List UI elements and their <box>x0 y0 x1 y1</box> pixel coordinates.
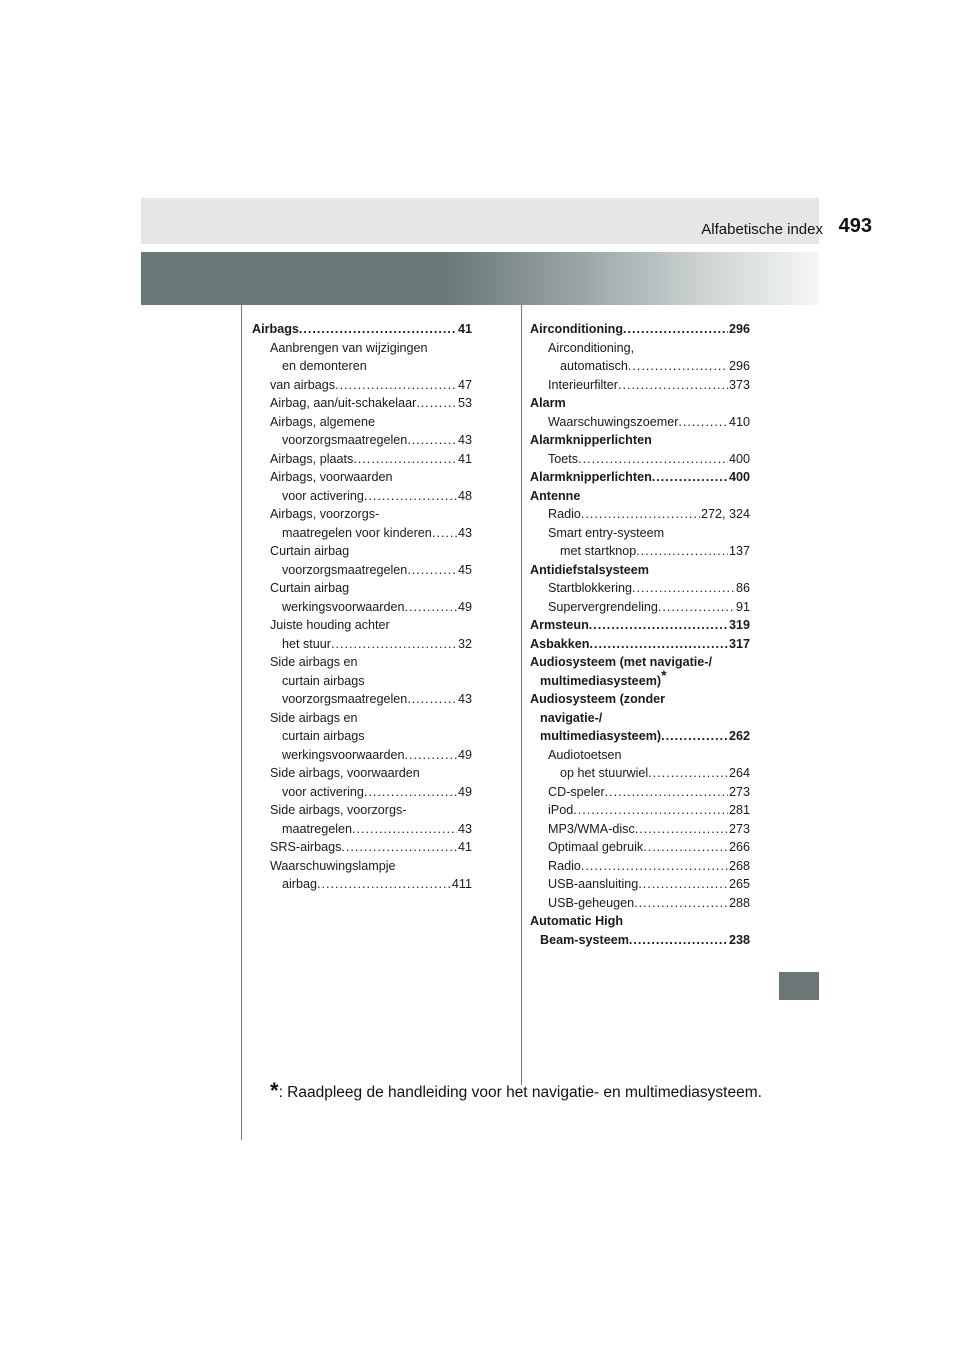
index-entry <box>252 394 472 413</box>
index-entry <box>530 783 750 802</box>
index-entry <box>530 413 750 432</box>
index-entry <box>530 875 750 894</box>
index-entry <box>530 542 750 561</box>
index-entry-term: Curtain airbag <box>270 581 350 595</box>
index-entry <box>530 727 750 746</box>
index-entry-term: maatregelen voor kinderen <box>282 525 432 540</box>
index-entry <box>530 450 750 469</box>
dot-leader <box>658 598 735 617</box>
index-entry <box>252 690 472 709</box>
index-entry-term: Audiosysteem (met navigatie-/ <box>530 655 712 669</box>
index-entry <box>252 598 472 617</box>
index-entry-page: 41 <box>457 840 472 854</box>
index-entry <box>252 746 472 765</box>
index-entry-page: 48 <box>457 488 472 503</box>
index-entry-page: 32 <box>457 636 472 651</box>
dot-leader <box>618 376 728 395</box>
dot-leader <box>416 394 457 413</box>
index-entry-term: Audiotoetsen <box>548 747 622 762</box>
dot-leader <box>405 598 457 617</box>
section-tab-marker <box>779 972 819 1000</box>
index-entry-page: 45 <box>457 562 472 577</box>
dot-leader <box>590 635 728 654</box>
index-entry <box>252 635 472 654</box>
index-entry <box>530 746 750 765</box>
page-title: Alfabetische index <box>701 221 823 238</box>
dot-leader <box>678 413 728 432</box>
dot-leader <box>335 376 457 395</box>
index-entry-page: 137 <box>728 544 750 558</box>
index-entry <box>530 894 750 913</box>
index-entry <box>252 339 472 358</box>
index-entry-page: 410 <box>728 414 750 429</box>
index-entry <box>252 616 472 635</box>
column-rule-middle <box>521 305 522 1085</box>
dot-leader <box>581 857 728 876</box>
index-entry-term: voorzorgsmaatregelen <box>282 433 408 447</box>
index-entry-term: Antenne <box>530 488 581 503</box>
footnote-marker: * <box>270 1078 279 1103</box>
index-entry <box>530 339 750 358</box>
footnote <box>270 1078 762 1103</box>
index-entry-term: USB-aansluiting <box>548 877 639 891</box>
index-entry-term: Waarschuwingslampje <box>270 858 396 873</box>
index-entry-term: het stuur <box>282 636 332 651</box>
dot-leader <box>661 727 728 746</box>
dot-leader <box>407 561 457 580</box>
index-entry-page: 43 <box>457 525 472 540</box>
index-entry <box>530 666 750 691</box>
dot-leader <box>638 875 728 894</box>
dot-leader <box>605 783 728 802</box>
index-entry-term: Airbags, algemene <box>270 414 376 429</box>
index-entry <box>530 394 750 413</box>
index-entry <box>530 468 750 487</box>
index-entry-term: Automatic High <box>530 914 624 928</box>
index-entry-page: 238 <box>728 932 750 947</box>
index-entry-page: 49 <box>457 784 472 799</box>
index-entry <box>252 579 472 598</box>
index-entry-page: 91 <box>735 599 750 614</box>
index-entry-term: voor activering <box>282 784 364 799</box>
index-entry-term: curtain airbags <box>282 729 365 743</box>
index-column-right <box>530 320 750 949</box>
index-entry-term: Radio <box>548 507 581 521</box>
index-entry <box>530 801 750 820</box>
dot-leader <box>636 542 728 561</box>
index-entry-term: Supervergrendeling <box>548 599 658 614</box>
index-entry-term: Airconditioning <box>530 322 624 336</box>
index-entry <box>530 524 750 543</box>
index-entry-term: Alarm <box>530 396 566 410</box>
index-entry-term: SRS-airbags <box>270 840 342 854</box>
index-entry <box>252 376 472 395</box>
index-entry-term: Airbag, aan/uit-schakelaar <box>270 396 417 410</box>
index-entry-page: 317 <box>728 636 750 651</box>
index-entry <box>530 820 750 839</box>
index-entry-term: op het stuurwiel <box>560 766 649 780</box>
index-entry-term: CD-speler <box>548 784 605 799</box>
index-entry-page: 272, 324 <box>700 507 750 521</box>
index-entry-term: Startblokkering <box>548 581 632 595</box>
index-entry-page: 273 <box>728 821 750 836</box>
index-entry-term: Interieurfilter <box>548 377 618 392</box>
index-entry <box>530 579 750 598</box>
index-entry-term: Asbakken <box>530 636 590 651</box>
index-entry-page: 268 <box>728 858 750 873</box>
page-number: 493 <box>838 215 872 237</box>
index-entry-term: voorzorgsmaatregelen <box>282 692 408 706</box>
index-entry-page: 43 <box>457 821 472 836</box>
index-entry-page: 373 <box>728 377 750 392</box>
index-entry-term: en demonteren <box>282 359 367 373</box>
index-entry <box>530 598 750 617</box>
index-entry-term: Airconditioning, <box>548 340 635 355</box>
index-entry <box>252 838 472 857</box>
index-entry-page: 281 <box>728 803 750 817</box>
index-entry <box>530 376 750 395</box>
index-entry-term: navigatie-/ <box>540 710 603 725</box>
index-entry-term: maatregelen <box>282 821 353 836</box>
index-entry-term: Airbags, voorwaarden <box>270 470 393 484</box>
dot-leader <box>352 820 457 839</box>
index-entry-term: Airbags, voorzorgs- <box>270 507 380 521</box>
dot-leader <box>405 746 457 765</box>
index-entry-term: Side airbags en <box>270 655 358 669</box>
dot-leader <box>589 616 728 635</box>
index-entry <box>530 487 750 506</box>
index-entry <box>252 561 472 580</box>
index-entry <box>530 320 750 339</box>
index-entry <box>252 672 472 691</box>
index-entry <box>530 561 750 580</box>
index-entry-term: Smart entry-systeem <box>548 525 665 540</box>
index-entry-term: Armsteun <box>530 618 589 632</box>
index-entry <box>252 320 472 339</box>
index-entry <box>530 857 750 876</box>
index-entry <box>530 838 750 857</box>
index-entry-term: curtain airbags <box>282 673 365 688</box>
index-entry-term: iPod <box>548 803 574 817</box>
index-entry-page: 262 <box>728 729 750 743</box>
index-entry-page: 53 <box>457 396 472 410</box>
index-entry <box>252 857 472 876</box>
index-entry <box>530 505 750 524</box>
dot-leader <box>299 320 457 339</box>
index-entry <box>252 450 472 469</box>
dot-leader <box>635 820 728 839</box>
index-entry-term: Airbags <box>252 322 299 336</box>
section-band <box>141 252 819 305</box>
dot-leader <box>578 450 728 469</box>
index-column-left <box>252 320 472 894</box>
index-entry-term: Side airbags, voorzorgs- <box>270 803 407 817</box>
index-entry-term: multimediasysteem) <box>540 673 662 688</box>
footnote-text: : Raadpleeg de handleiding voor het navigatie- en multimediasysteem. <box>278 1084 762 1101</box>
index-entry <box>252 764 472 783</box>
index-entry-page: 41 <box>457 322 472 336</box>
index-entry <box>252 487 472 506</box>
index-entry-page: 264 <box>728 766 750 780</box>
index-entry-page: 296 <box>728 359 750 373</box>
dot-leader <box>629 931 728 950</box>
dot-leader <box>581 505 700 524</box>
index-entry-term: MP3/WMA-disc <box>548 821 635 836</box>
dot-leader <box>432 524 457 543</box>
index-entry <box>252 820 472 839</box>
index-entry-page: 41 <box>457 451 472 466</box>
index-entry <box>252 542 472 561</box>
index-entry <box>530 931 750 950</box>
index-entry <box>530 635 750 654</box>
index-entry-term: Side airbags, voorwaarden <box>270 766 420 780</box>
index-entry <box>530 709 750 728</box>
dot-leader <box>573 801 728 820</box>
index-entry-term: Optimaal gebruik <box>548 840 644 854</box>
index-entry-page: 47 <box>457 377 472 392</box>
index-entry <box>530 357 750 376</box>
index-entry <box>252 653 472 672</box>
index-entry <box>252 357 472 376</box>
index-entry <box>530 616 750 635</box>
index-entry <box>530 764 750 783</box>
index-entry-term: Curtain airbag <box>270 544 350 558</box>
index-entry-term: werkingsvoorwaarden <box>282 747 405 762</box>
index-entry-page: 86 <box>735 581 750 595</box>
index-entry-page: 296 <box>728 322 750 336</box>
index-entry-term: Airbags, plaats <box>270 451 354 466</box>
index-entry <box>252 468 472 487</box>
index-entry-page: 43 <box>457 433 472 447</box>
index-entry-term: Juiste houding achter <box>270 618 390 632</box>
dot-leader <box>331 635 457 654</box>
index-entry-page: 400 <box>728 470 750 484</box>
index-entry-term: werkingsvoorwaarden <box>282 599 405 614</box>
index-entry-term: Alarmknipperlichten <box>530 470 652 484</box>
index-entry <box>252 801 472 820</box>
index-entry <box>252 875 472 894</box>
dot-leader <box>364 487 457 506</box>
index-entry <box>252 709 472 728</box>
index-entry-term: Audiosysteem (zonder <box>530 692 666 706</box>
index-entry-term: automatisch <box>560 359 628 373</box>
index-entry-term: Waarschuwingszoemer <box>548 414 679 429</box>
index-entry-term: voorzorgsmaatregelen <box>282 562 408 577</box>
index-entry-page: 411 <box>451 877 472 891</box>
index-entry-term: multimediasysteem) <box>540 729 662 743</box>
index-entry-term: Beam-systeem <box>540 932 629 947</box>
dot-leader <box>634 894 728 913</box>
index-entry-page: 273 <box>728 784 750 799</box>
index-entry-term: USB-geheugen <box>548 895 635 910</box>
index-entry <box>252 431 472 450</box>
dot-leader <box>364 783 457 802</box>
index-entry-term: Toets <box>548 451 579 466</box>
index-entry-term: met startknop <box>560 544 637 558</box>
index-entry-term: Antidiefstalsysteem <box>530 562 649 577</box>
dot-leader <box>652 468 728 487</box>
dot-leader <box>643 838 728 857</box>
index-entry <box>252 727 472 746</box>
index-entry-term: voor activering <box>282 488 364 503</box>
dot-leader <box>353 450 457 469</box>
index-entry-page: 49 <box>457 747 472 762</box>
dot-leader <box>628 357 728 376</box>
index-entry-term: van airbags <box>270 377 336 392</box>
index-entry <box>530 690 750 709</box>
index-entry-page: 319 <box>728 618 750 632</box>
index-entry-term: Aanbrengen van wijzigingen <box>270 340 428 355</box>
index-entry-term: airbag <box>282 877 318 891</box>
index-entry-page: 400 <box>728 451 750 466</box>
index-entry <box>530 912 750 931</box>
dot-leader <box>648 764 728 783</box>
index-entry-term: Alarmknipperlichten <box>530 433 652 447</box>
dot-leader <box>341 838 457 857</box>
index-entry <box>252 505 472 524</box>
dot-leader <box>632 579 735 598</box>
index-entry <box>530 653 750 672</box>
index-entry <box>252 524 472 543</box>
dot-leader <box>407 690 457 709</box>
index-entry <box>252 413 472 432</box>
index-entry-page: 266 <box>728 840 750 854</box>
dot-leader <box>407 431 457 450</box>
index-entry-page: 265 <box>728 877 750 891</box>
index-entry-page: 288 <box>728 895 750 910</box>
index-entry-page: 49 <box>457 599 472 614</box>
dot-leader <box>317 875 451 894</box>
index-entry <box>530 431 750 450</box>
index-entry <box>252 783 472 802</box>
index-entry-term: Radio <box>548 858 581 873</box>
dot-leader <box>623 320 728 339</box>
footnote-reference: * <box>661 666 667 683</box>
column-rule-left <box>241 305 242 1140</box>
index-entry-page: 43 <box>457 692 472 706</box>
index-entry-term: Side airbags en <box>270 710 358 725</box>
